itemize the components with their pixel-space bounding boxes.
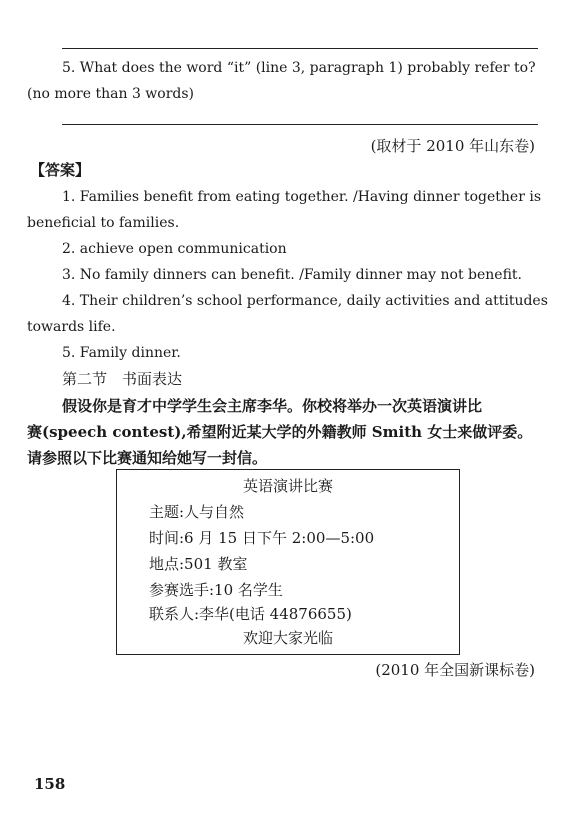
answer-2: 2. achieve open communication	[62, 241, 287, 257]
source-label: (取材于 2010 年山东卷)	[370, 137, 535, 155]
notice-welcome: 欢迎大家光临	[242, 629, 333, 647]
page-number: 158	[34, 775, 66, 793]
answer-3: 3. No family dinners can benefit. /Family dinner may not benefit.	[62, 267, 522, 283]
writing-prompt-line-3: 请参照以下比赛通知给她写一封信。	[27, 449, 268, 467]
contest-notice-box	[116, 469, 460, 655]
answer-4-line-2: towards life.	[27, 319, 116, 335]
notice-participants: 参赛选手:10 名学生	[149, 581, 283, 599]
answer-blank-line-bottom	[62, 124, 538, 125]
section-2-heading: 第二节 书面表达	[62, 370, 183, 388]
writing-prompt-line-2: 赛(speech contest),希望附近某大学的外籍教师 Smith 女士来做评委。	[27, 423, 533, 441]
answer-5: 5. Family dinner.	[62, 345, 181, 361]
answer-1-line-2: beneficial to families.	[27, 215, 180, 231]
writing-prompt-line-1: 假设你是育才中学学生会主席李华。你校将举办一次英语演讲比	[62, 397, 483, 415]
answer-blank-line-top	[62, 48, 538, 49]
notice-time: 时间:6 月 15 日下午 2:00—5:00	[149, 529, 375, 547]
notice-location: 地点:501 教室	[149, 555, 248, 573]
question-5-line-2: (no more than 3 words)	[27, 86, 195, 102]
question-5-line-1: 5. What does the word “it” (line 3, paragraph 1) probably refer to?	[62, 60, 536, 76]
notice-title: 英语演讲比赛	[242, 477, 333, 495]
answer-1-line-1: 1. Families benefit from eating together. /Having dinner together is	[62, 189, 542, 205]
notice-theme: 主题:人与自然	[149, 503, 245, 521]
source-label-2: (2010 年全国新课标卷)	[375, 661, 535, 679]
notice-contact: 联系人:李华(电话 44876655)	[149, 605, 352, 623]
answer-heading: 【答案】	[30, 161, 91, 179]
answer-4-line-1: 4. Their children’s school performance, daily activities and attitudes	[62, 293, 548, 309]
